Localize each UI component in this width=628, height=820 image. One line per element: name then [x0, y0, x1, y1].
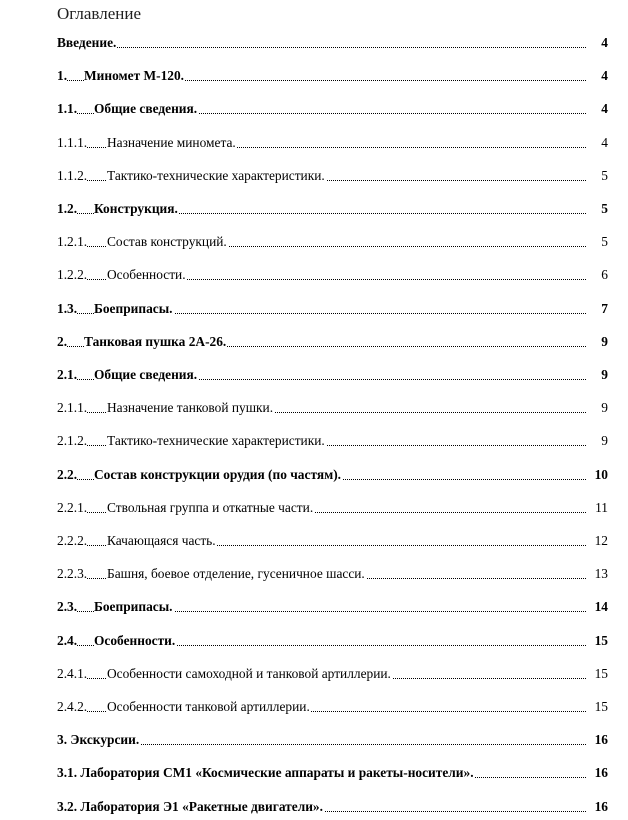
toc-entry[interactable] — [57, 565, 608, 583]
toc-entry[interactable] — [57, 598, 608, 616]
toc-page-number: 10 — [588, 466, 608, 484]
toc-entry-title[interactable]: Общие сведения. — [94, 367, 198, 382]
toc-page-number: 4 — [588, 34, 608, 52]
toc-entry[interactable] — [57, 532, 608, 550]
toc-entry-title[interactable]: Введение. — [57, 35, 117, 50]
toc-page-number: 6 — [588, 266, 608, 284]
toc-page-number: 16 — [588, 764, 608, 782]
toc-page-number: 5 — [588, 167, 608, 185]
toc-entry-title[interactable]: Особенности танковой артиллерии. — [107, 699, 310, 714]
toc-entry[interactable] — [57, 100, 608, 118]
toc-entry-title[interactable]: Состав конструкций. — [107, 234, 227, 249]
toc-entry[interactable] — [57, 466, 608, 484]
toc-entry-title[interactable]: Конструкция. — [94, 201, 178, 216]
toc-page-number: 12 — [588, 532, 608, 550]
toc-entry-number: 1.1. — [57, 101, 78, 116]
toc-page-number: 14 — [588, 598, 608, 616]
toc-page-number: 4 — [588, 67, 608, 85]
toc-page-number: 9 — [588, 432, 608, 450]
toc-entry-title[interactable]: Ствольная группа и откатные части. — [107, 500, 314, 515]
toc-entry-title[interactable]: Качающаяся часть. — [107, 533, 216, 548]
toc-entry[interactable] — [57, 432, 608, 450]
toc-entry-number: 1. — [57, 68, 68, 83]
toc-page-number: 11 — [588, 499, 608, 517]
toc-entry-title[interactable]: Танковая пушка 2А-26. — [84, 334, 227, 349]
toc-entry-title[interactable]: Особенности. — [94, 633, 176, 648]
toc-entry-number: 2.2.1. — [57, 500, 88, 515]
toc-entry-number: 2.2. — [57, 467, 78, 482]
toc-page-number: 15 — [588, 632, 608, 650]
toc-entry[interactable] — [57, 333, 608, 351]
toc-entry[interactable] — [57, 499, 608, 517]
toc-entry-title[interactable]: 3.1. Лаборатория СМ1 «Космические аппараты и ракеты-носители». — [57, 765, 474, 780]
toc-entry[interactable] — [57, 698, 608, 716]
toc-entry-number: 1.2.1. — [57, 234, 88, 249]
toc-entry-title[interactable]: Боеприпасы. — [94, 599, 173, 614]
toc-entry[interactable] — [57, 266, 608, 284]
toc-entry-number: 1.2. — [57, 201, 78, 216]
toc-page-number: 7 — [588, 300, 608, 318]
toc-entry[interactable] — [57, 764, 608, 782]
toc-entry-title[interactable]: Боеприпасы. — [94, 301, 173, 316]
toc-page-number: 9 — [588, 399, 608, 417]
toc-page-number: 16 — [588, 731, 608, 749]
toc-entry-title[interactable]: Тактико-технические характеристики. — [107, 433, 325, 448]
toc-page-number: 13 — [588, 565, 608, 583]
toc-entry-title[interactable]: Назначение танковой пушки. — [107, 400, 274, 415]
toc-entry-title[interactable]: Особенности самоходной и танковой артиллерии. — [107, 666, 391, 681]
toc-entry[interactable] — [57, 233, 608, 251]
toc-entry[interactable] — [57, 632, 608, 650]
toc-entry-title[interactable]: 3. Экскурсии. — [57, 732, 140, 747]
toc-dot-leader — [57, 47, 586, 48]
toc-entry-title[interactable]: Назначение миномета. — [107, 135, 236, 150]
toc-entry-number: 1.1.2. — [57, 168, 88, 183]
toc-entry-number: 2.2.2. — [57, 533, 88, 548]
toc-page-number: 4 — [588, 100, 608, 118]
toc-heading: Оглавление — [57, 4, 141, 23]
toc-entry[interactable] — [57, 34, 608, 52]
toc-entry-title[interactable]: Миномет М-120. — [84, 68, 185, 83]
toc-page-number: 4 — [588, 134, 608, 152]
toc-entry[interactable] — [57, 300, 608, 318]
toc-entry-number: 2. — [57, 334, 68, 349]
toc-entry-title[interactable]: Тактико-технические характеристики. — [107, 168, 325, 183]
toc-entry-title[interactable]: Состав конструкции орудия (по частям). — [94, 467, 342, 482]
toc-page-number: 15 — [588, 698, 608, 716]
toc-entry-number: 2.1. — [57, 367, 78, 382]
toc-page-number: 9 — [588, 366, 608, 384]
toc-page-number: 16 — [588, 798, 608, 816]
toc-page-number: 5 — [588, 200, 608, 218]
toc-entry[interactable] — [57, 200, 608, 218]
toc-entry-number: 2.4.2. — [57, 699, 88, 714]
toc-page-number: 9 — [588, 333, 608, 351]
toc-entry-number: 2.1.1. — [57, 400, 88, 415]
toc-entry-title[interactable]: Особенности. — [107, 267, 186, 282]
toc-entry-number: 1.3. — [57, 301, 78, 316]
toc-entry-number: 2.1.2. — [57, 433, 88, 448]
toc-entry[interactable] — [57, 167, 608, 185]
toc-entry-number: 2.4. — [57, 633, 78, 648]
toc-entry-number: 1.2.2. — [57, 267, 88, 282]
toc-page-number: 5 — [588, 233, 608, 251]
toc-entry[interactable] — [57, 67, 608, 85]
toc-entry[interactable] — [57, 366, 608, 384]
toc-entry[interactable] — [57, 665, 608, 683]
toc-page-number: 15 — [588, 665, 608, 683]
toc-entry[interactable] — [57, 798, 608, 816]
toc-entry-title[interactable]: 3.2. Лаборатория Э1 «Ракетные двигатели». — [57, 799, 323, 814]
toc-entry[interactable] — [57, 731, 608, 749]
toc-entry[interactable] — [57, 134, 608, 152]
toc-entry-number: 2.3. — [57, 599, 78, 614]
toc-entry-title[interactable]: Общие сведения. — [94, 101, 198, 116]
toc-entry-number: 2.4.1. — [57, 666, 88, 681]
toc-entry-number: 1.1.1. — [57, 135, 88, 150]
toc-entry-title[interactable]: Башня, боевое отделение, гусеничное шасси. — [107, 566, 365, 581]
toc-entry[interactable] — [57, 399, 608, 417]
toc-entry-number: 2.2.3. — [57, 566, 88, 581]
